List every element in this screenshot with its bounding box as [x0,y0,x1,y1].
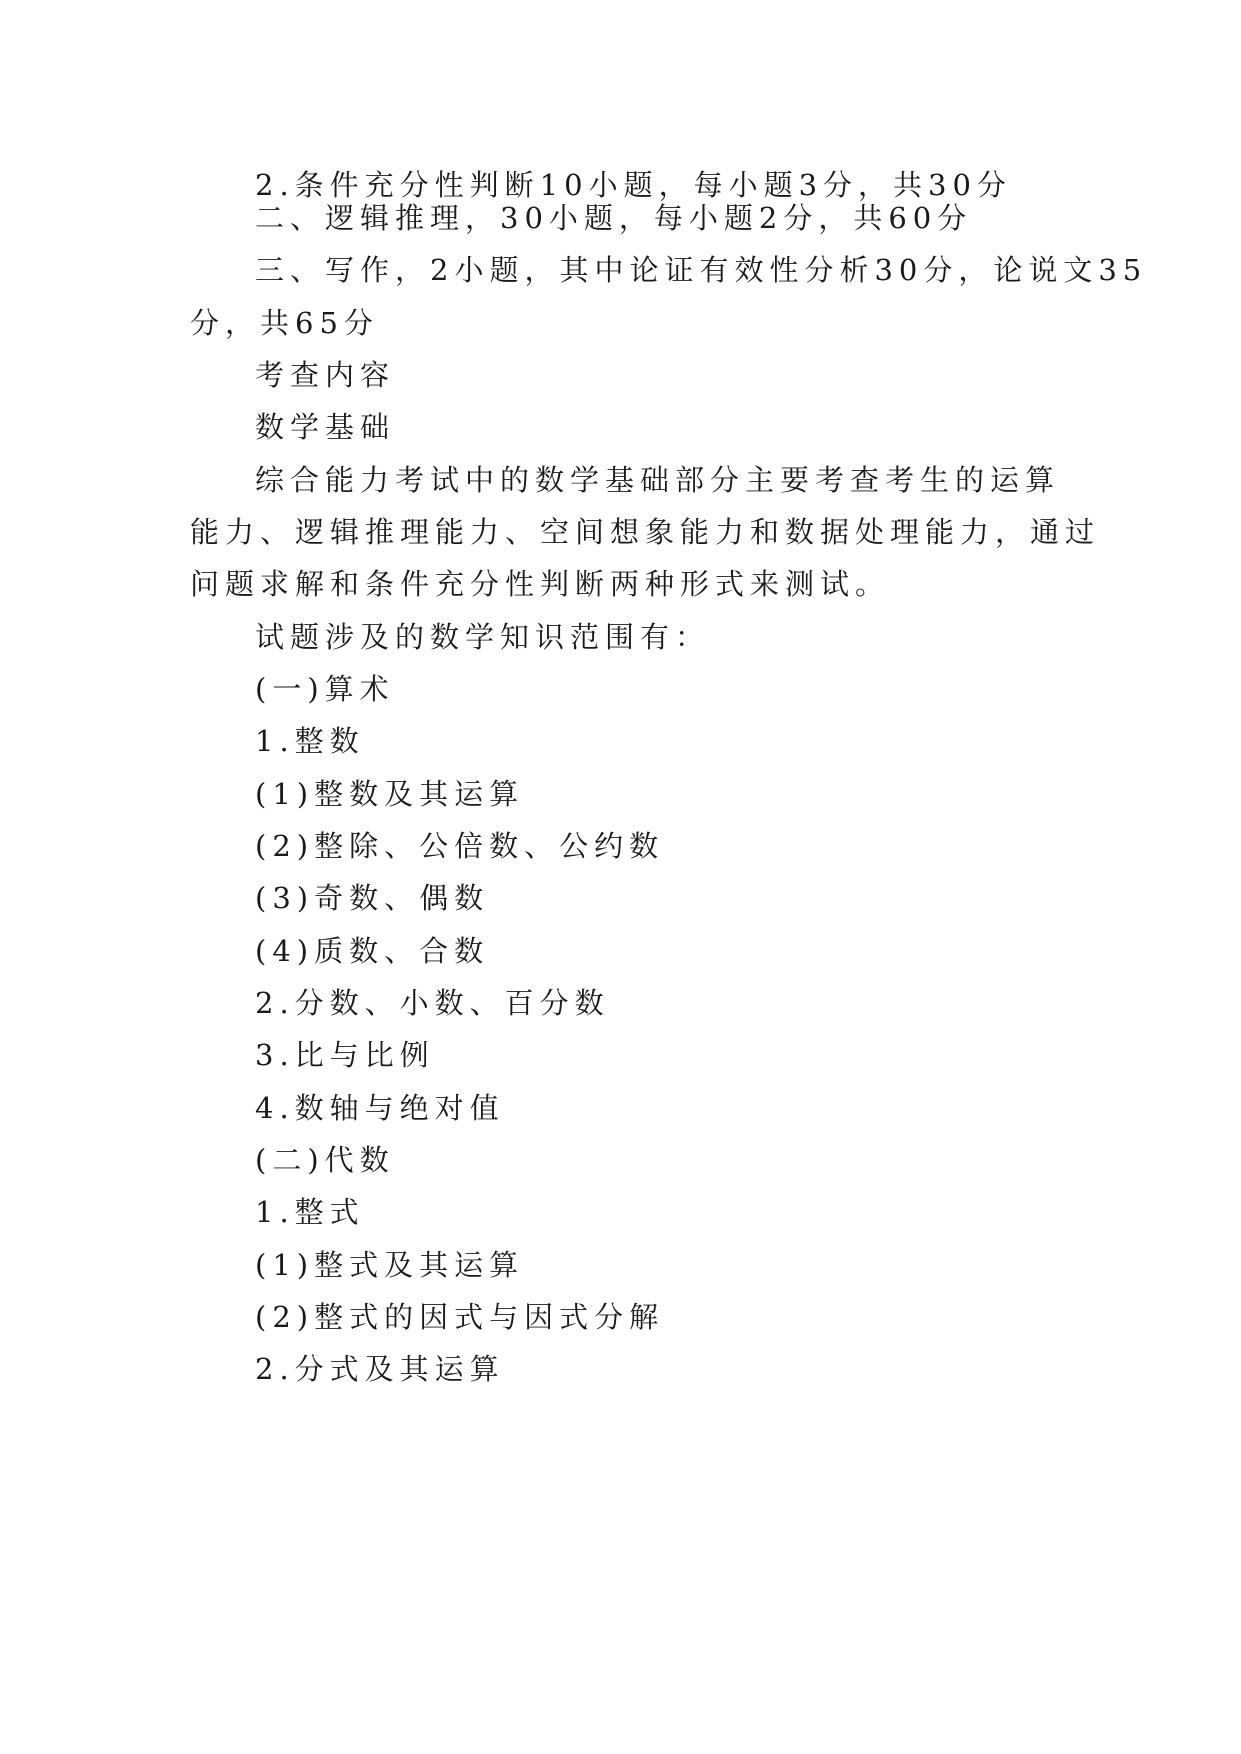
list-item: (2)整式的因式与因式分解 [255,1300,665,1334]
writing-section: 三、写作，2小题，其中论证有效性分析30分，论说文35 [255,253,1148,287]
list-item: 1.整数 [255,724,365,758]
logic-reasoning-section: 二、逻辑推理，30小题，每小题2分，共60分 [255,201,973,235]
list-item: 3.比与比例 [255,1038,435,1072]
writing-section-continued: 分，共65分 [190,306,379,340]
list-item: (1)整式及其运算 [255,1248,525,1282]
math-basics-heading: 数学基础 [255,410,396,444]
paragraph-line: 综合能力考试中的数学基础部分主要考查考生的运算 [255,463,1061,497]
scope-intro: 试题涉及的数学知识范围有： [255,620,711,654]
list-item: (4)质数、合数 [255,934,490,968]
section-algebra: (二)代数 [255,1143,395,1177]
section-arithmetic: (一)算术 [255,672,395,706]
list-item: (2)整除、公倍数、公约数 [255,829,665,863]
paragraph-line: 能力、逻辑推理能力、空间想象能力和数据处理能力，通过 [190,515,1101,549]
list-item: 2.分式及其运算 [255,1352,505,1386]
list-item: 2.分数、小数、百分数 [255,986,610,1020]
paragraph-line: 问题求解和条件充分性判断两种形式来测试。 [190,567,891,601]
list-item: 1.整式 [255,1195,365,1229]
list-item: (1)整数及其运算 [255,777,525,811]
content-heading: 考查内容 [255,358,396,392]
list-item: (3)奇数、偶数 [255,881,490,915]
list-item: 4.数轴与绝对值 [255,1091,505,1125]
exam-structure-item-2: 2.条件充分性判断10小题，每小题3分，共30分 [255,168,1012,202]
